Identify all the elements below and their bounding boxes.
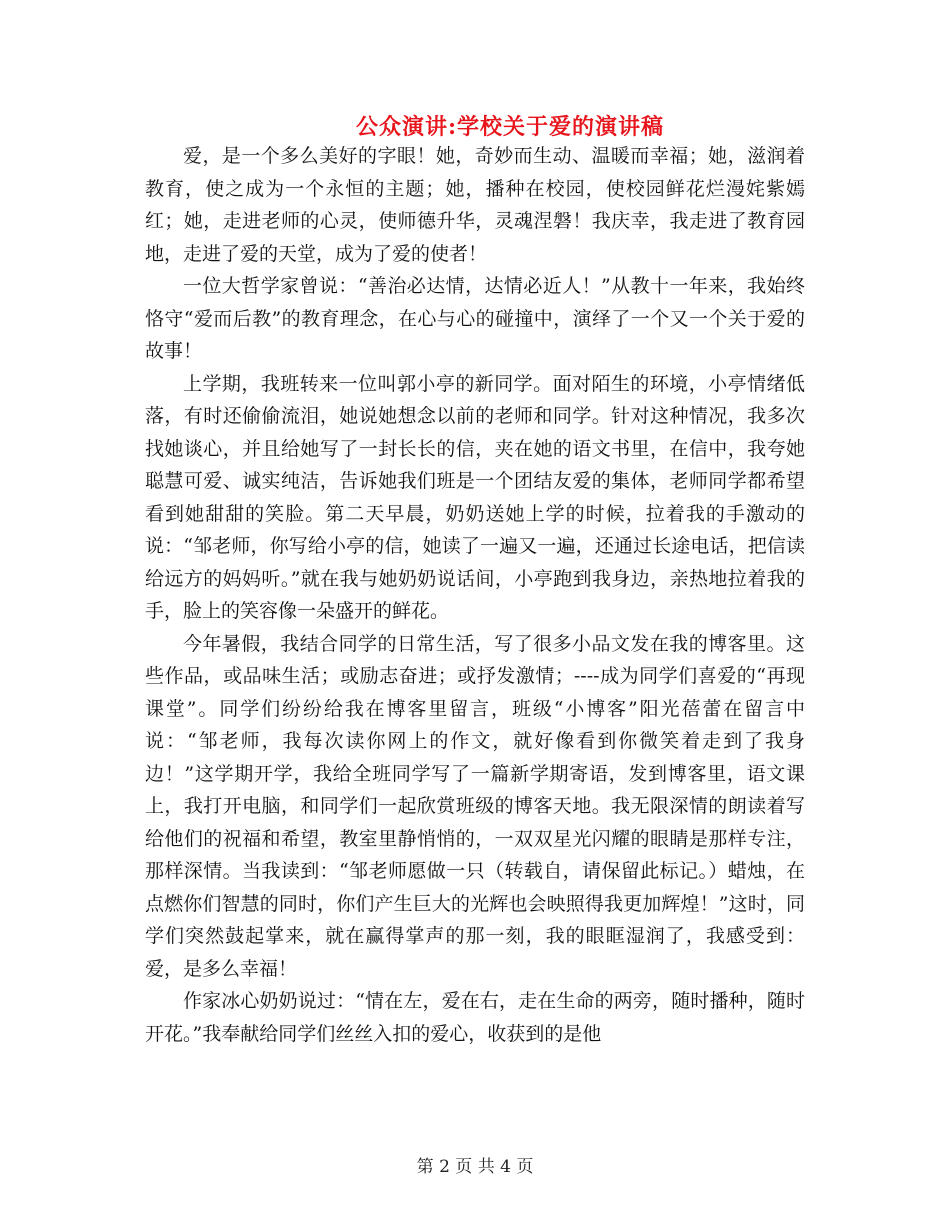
document-title: 公众演讲:学校关于爱的演讲稿 bbox=[355, 114, 665, 140]
paragraph: 爱，是一个多么美好的字眼！她，奇妙而生动、温暖而幸福；她，滋润着教育，使之成为一个永恒的主题；她，播种在校园，使校园鲜花烂漫姹紫嫣红；她，走进老师的心灵，使师德升华，灵魂涅磐！我庆幸，我走进了教育园地，走进了爱的天堂，成为了爱的使者！ bbox=[145, 145, 805, 265]
paragraph: 上学期，我班转来一位叫郭小亭的新同学。面对陌生的环境，小亭情绪低落，有时还偷偷流泪，她说她想念以前的老师和同学。针对这种情况，我多次找她谈心，并且给她写了一封长长的信，夹在她的语文书里，在信中，我夸她聪慧可爱、诚实纯洁，告诉她我们班是一个团结友爱的集体，老师同学都希望看到她甜甜的笑脸。第二天早晨，奶奶送她上学的时候，拉着我的手激动的说：“邹老师，你写给小亭的信，她读了一遍又一遍，还通过长途电话，把信读给远方的妈妈听。”就在我与她奶奶说话间，小亭跑到我身边，亲热地拉着我的手，脸上的笑容像一朵盛开的鲜花。 bbox=[145, 372, 805, 622]
document-body bbox=[145, 140, 805, 1050]
paragraph: 一位大哲学家曾说：“善治必达情，达情必近人！”从教十一年来，我始终恪守“爱而后教”的教育理念，在心与心的碰撞中，演绎了一个又一个关于爱的故事！ bbox=[145, 275, 805, 362]
paragraph: 今年暑假，我结合同学的日常生活，写了很多小品文发在我的博客里。这些作品，或品味生活；或励志奋进；或抒发激情；----成为同学们喜爱的“再现课堂”。同学们纷纷给我在博客里留言，班级“小博客”阳光蓓蕾在留言中说：“邹老师，我每次读你网上的作文，就好像看到你微笑着走到了我身边！”这学期开学，我给全班同学写了一篇新学期寄语，发到博客里，语文课上，我打开电脑，和同学们一起欣赏班级的博客天地。我无限深情的朗读着写给他们的祝福和希望，教室里静悄悄的，一双双星光闪耀的眼睛是那样专注，那样深情。当我读到：“邹老师愿做一只（转载自，请保留此标记。）蜡烛，在点燃你们智慧的同时，你们产生巨大的光辉也会映照得我更加辉煌！”这时，同学们突然鼓起掌来，就在赢得掌声的那一刻，我的眼眶湿润了，我感受到：爱，是多么幸福！ bbox=[145, 632, 805, 980]
paragraph: 作家冰心奶奶说过：“情在左，爱在右，走在生命的两旁，随时播种，随时开花。”我奉献给同学们丝丝入扣的爱心，收获到的是他 bbox=[145, 990, 805, 1045]
page-number-footer: 第 2 页 共 4 页 bbox=[416, 1157, 534, 1177]
